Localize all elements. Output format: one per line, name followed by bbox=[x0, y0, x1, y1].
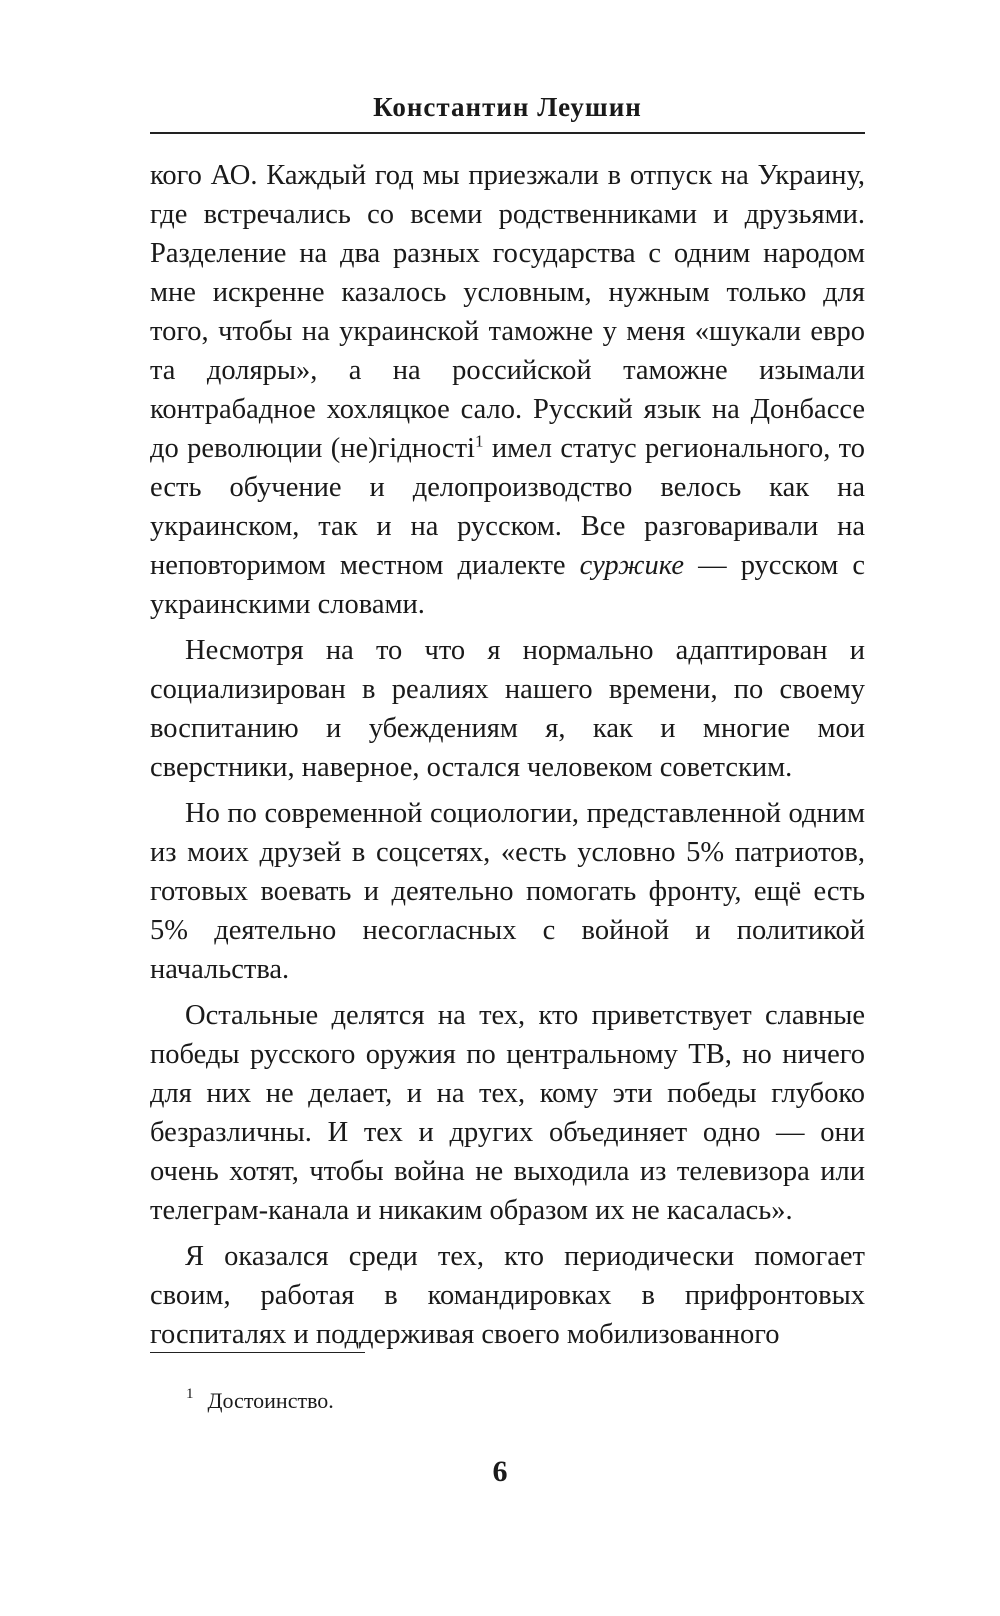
italic-word: суржике bbox=[579, 550, 684, 581]
running-header bbox=[150, 92, 865, 134]
main-text bbox=[150, 156, 865, 1361]
page-number: 6 bbox=[492, 1455, 508, 1488]
paragraph-p3 bbox=[150, 794, 865, 989]
paragraph-p1 bbox=[150, 156, 865, 624]
footnote-ref: 1 bbox=[474, 431, 484, 451]
footnote-text: Достоинство. bbox=[207, 1388, 334, 1413]
footnote-separator bbox=[150, 1352, 365, 1353]
footnote-mark: 1 bbox=[186, 1386, 194, 1402]
header-author: Константин Леушин bbox=[373, 92, 642, 122]
text-run: Но по современной социологии, представленной одним из моих друзей в соцсетях, «есть условно 5% патриотов, готовых воевать и деятельно помогать фронту, ещё есть 5% деятельно несогласных с войной и политикой начальства. bbox=[150, 798, 865, 985]
text-run: Несмотря на то что я нормально адаптирован и социализирован в реалиях нашего времени, по своему воспитанию и убеждениям я, как и многие мои сверстники, наверное, остался человеком советским. bbox=[150, 635, 865, 783]
text-run: имел статус регионального, то есть обучение и делопроизводство велось как на украинском, так и на русском. Все разговаривали на неповторимом местном диалекте bbox=[150, 433, 865, 581]
text-run: Я оказался среди тех, кто периодически помогает своим, работая в командировках в прифронтовых госпиталях и поддерживая своего мобилизованного bbox=[150, 1241, 865, 1350]
paragraph-p5 bbox=[150, 1237, 865, 1354]
text-run: кого АО. Каждый год мы приезжали в отпуск на Украину, где встречались со всеми родственниками и друзьями. Разделение на два разных государства с одним народом мне искренне казалось условным, нужным только для того, чтобы на украинской таможне у меня «шукали евро та доляры», а на российской таможне изымали контрабадное хохляцкое сало. Русский язык на Донбассе до революции (не)гідності bbox=[150, 160, 865, 464]
text-run: — русском с украинскими словами. bbox=[150, 550, 866, 620]
footnote bbox=[186, 1388, 334, 1414]
paragraph-p2 bbox=[150, 631, 865, 787]
text-run: Остальные делятся на тех, кто приветствует славные победы русского оружия по центральному ТВ, но ничего для них не делает, и на тех, кому эти победы глубоко безразличны. И тех и других объединяет одно — они очень хотят, чтобы война не выходила из телевизора или телеграм-канала и никаким образом их не касалась». bbox=[150, 1000, 865, 1226]
paragraph-p4 bbox=[150, 996, 865, 1230]
